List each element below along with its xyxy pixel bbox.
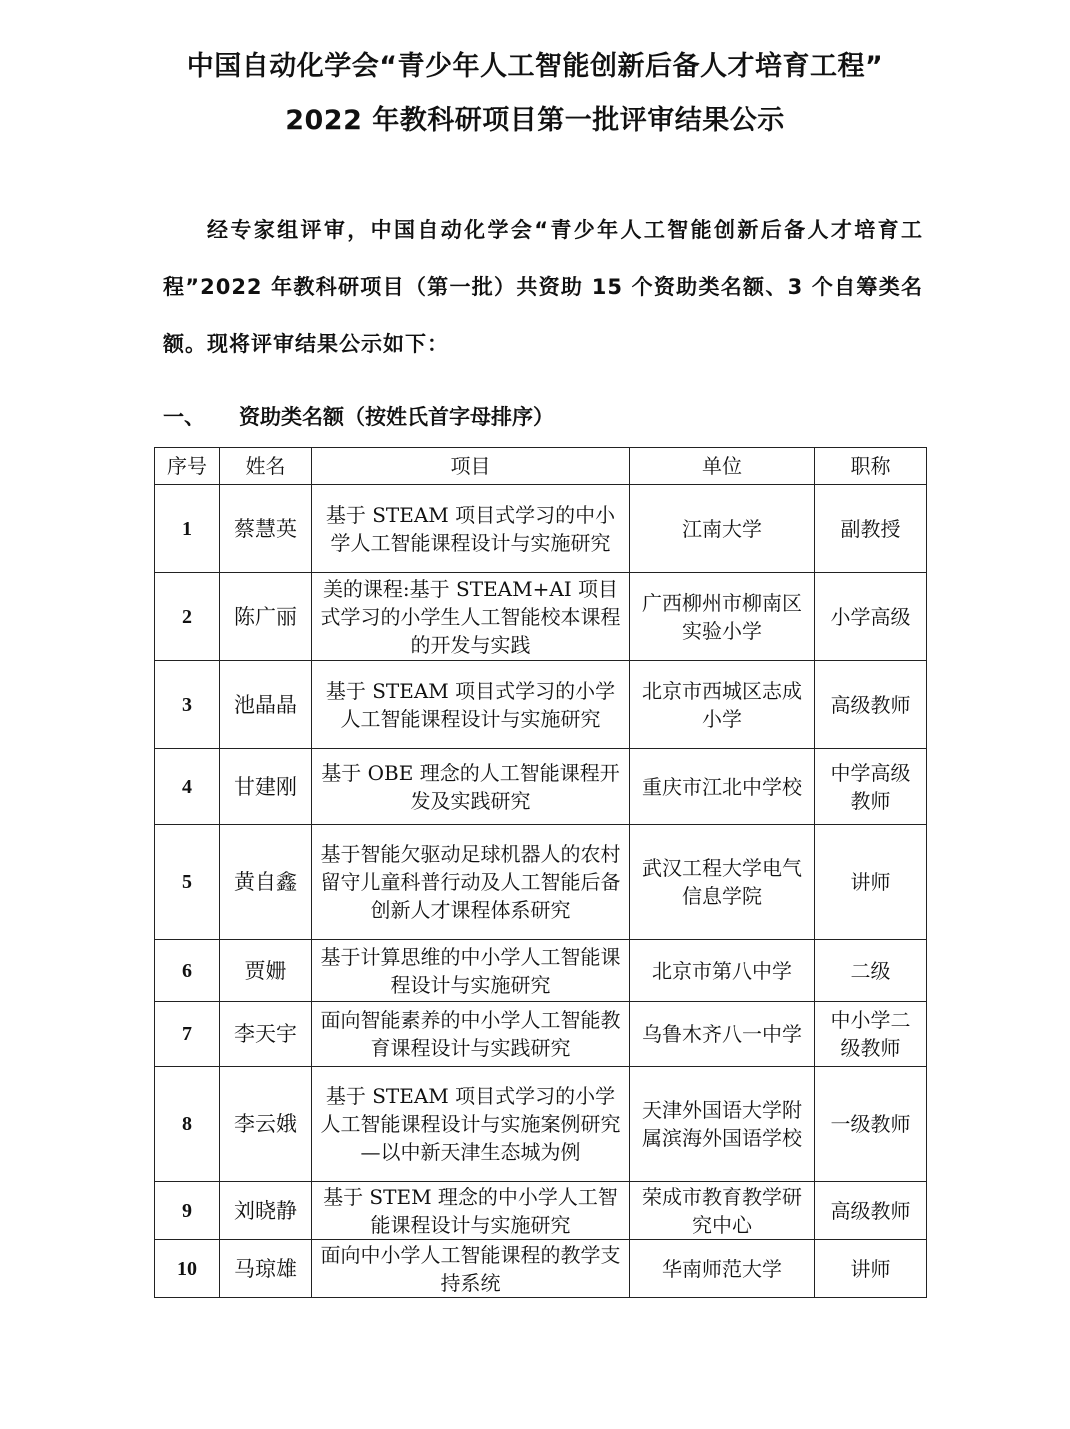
cell-name: 马琼雄 [220, 1240, 312, 1298]
cell-idx: 10 [155, 1240, 220, 1298]
cell-unit: 乌鲁木齐八一中学 [630, 1002, 815, 1067]
cell-project: 基于 STEAM 项目式学习的小学人工智能课程设计与实施案例研究—以中新天津生态城为例 [312, 1067, 630, 1182]
table-row [155, 825, 927, 940]
intro-paragraph: 经专家组评审，中国自动化学会“青少年人工智能创新后备人才培育工程”2022 年教科研项目（第一批）共资助 15 个资助类名额、3 个自筹类名额。现将评审结果公示如下： [163, 218, 923, 356]
cell-project: 美的课程:基于 STEAM+AI 项目式学习的小学生人工智能校本课程的开发与实践 [312, 573, 630, 661]
cell-title: 讲师 [815, 825, 927, 940]
cell-unit: 重庆市江北中学校 [630, 749, 815, 825]
cell-title: 副教授 [815, 485, 927, 573]
section-number: 一、 [163, 405, 205, 429]
cell-project: 基于 STEM 理念的中小学人工智能课程设计与实施研究 [312, 1182, 630, 1240]
cell-title: 高级教师 [815, 661, 927, 749]
cell-name: 甘建刚 [220, 749, 312, 825]
header-idx: 序号 [155, 448, 220, 485]
cell-name: 贾姗 [220, 940, 312, 1002]
cell-unit: 荣成市教育教学研究中心 [630, 1182, 815, 1240]
section-heading [163, 401, 554, 431]
table-row [155, 1240, 927, 1298]
cell-unit: 江南大学 [630, 485, 815, 573]
cell-idx: 2 [155, 573, 220, 661]
cell-unit: 广西柳州市柳南区实验小学 [630, 573, 815, 661]
results-table [154, 447, 927, 1298]
cell-name: 刘晓静 [220, 1182, 312, 1240]
header-name: 姓名 [220, 448, 312, 485]
cell-title: 小学高级 [815, 573, 927, 661]
table-row [155, 1067, 927, 1182]
table-row [155, 573, 927, 661]
cell-name: 李天宇 [220, 1002, 312, 1067]
cell-title: 一级教师 [815, 1067, 927, 1182]
table-row [155, 1182, 927, 1240]
table-row [155, 940, 927, 1002]
cell-name: 李云娥 [220, 1067, 312, 1182]
cell-unit: 天津外国语大学附属滨海外国语学校 [630, 1067, 815, 1182]
table-row [155, 749, 927, 825]
table-header-row [155, 448, 927, 485]
cell-idx: 8 [155, 1067, 220, 1182]
table-row [155, 1002, 927, 1067]
document-title-line2: 2022 年教科研项目第一批评审结果公示 [285, 105, 785, 136]
header-title: 职称 [815, 448, 927, 485]
cell-title: 二级 [815, 940, 927, 1002]
cell-unit: 武汉工程大学电气信息学院 [630, 825, 815, 940]
cell-idx: 5 [155, 825, 220, 940]
cell-idx: 1 [155, 485, 220, 573]
cell-project: 基于智能欠驱动足球机器人的农村留守儿童科普行动及人工智能后备创新人才课程体系研究 [312, 825, 630, 940]
cell-unit: 北京市西城区志成小学 [630, 661, 815, 749]
cell-unit: 北京市第八中学 [630, 940, 815, 1002]
table-row [155, 661, 927, 749]
cell-name: 蔡慧英 [220, 485, 312, 573]
cell-unit: 华南师范大学 [630, 1240, 815, 1298]
cell-project: 基于 OBE 理念的人工智能课程开发及实践研究 [312, 749, 630, 825]
cell-name: 黄自鑫 [220, 825, 312, 940]
cell-title: 高级教师 [815, 1182, 927, 1240]
section-title: 资助类名额（按姓氏首字母排序） [239, 405, 554, 429]
cell-name: 陈广丽 [220, 573, 312, 661]
cell-name: 池晶晶 [220, 661, 312, 749]
header-project: 项目 [312, 448, 630, 485]
cell-idx: 7 [155, 1002, 220, 1067]
cell-idx: 3 [155, 661, 220, 749]
cell-project: 基于 STEAM 项目式学习的小学人工智能课程设计与实施研究 [312, 661, 630, 749]
cell-project: 面向中小学人工智能课程的教学支持系统 [312, 1240, 630, 1298]
cell-title: 中小学二级教师 [815, 1002, 927, 1067]
table-row [155, 485, 927, 573]
document-title-line1: 中国自动化学会“青少年人工智能创新后备人才培育工程” [186, 51, 884, 82]
header-unit: 单位 [630, 448, 815, 485]
cell-idx: 6 [155, 940, 220, 1002]
cell-title: 中学高级教师 [815, 749, 927, 825]
cell-idx: 9 [155, 1182, 220, 1240]
cell-title: 讲师 [815, 1240, 927, 1298]
cell-project: 面向智能素养的中小学人工智能教育课程设计与实践研究 [312, 1002, 630, 1067]
cell-idx: 4 [155, 749, 220, 825]
cell-project: 基于计算思维的中小学人工智能课程设计与实施研究 [312, 940, 630, 1002]
cell-project: 基于 STEAM 项目式学习的中小学人工智能课程设计与实施研究 [312, 485, 630, 573]
